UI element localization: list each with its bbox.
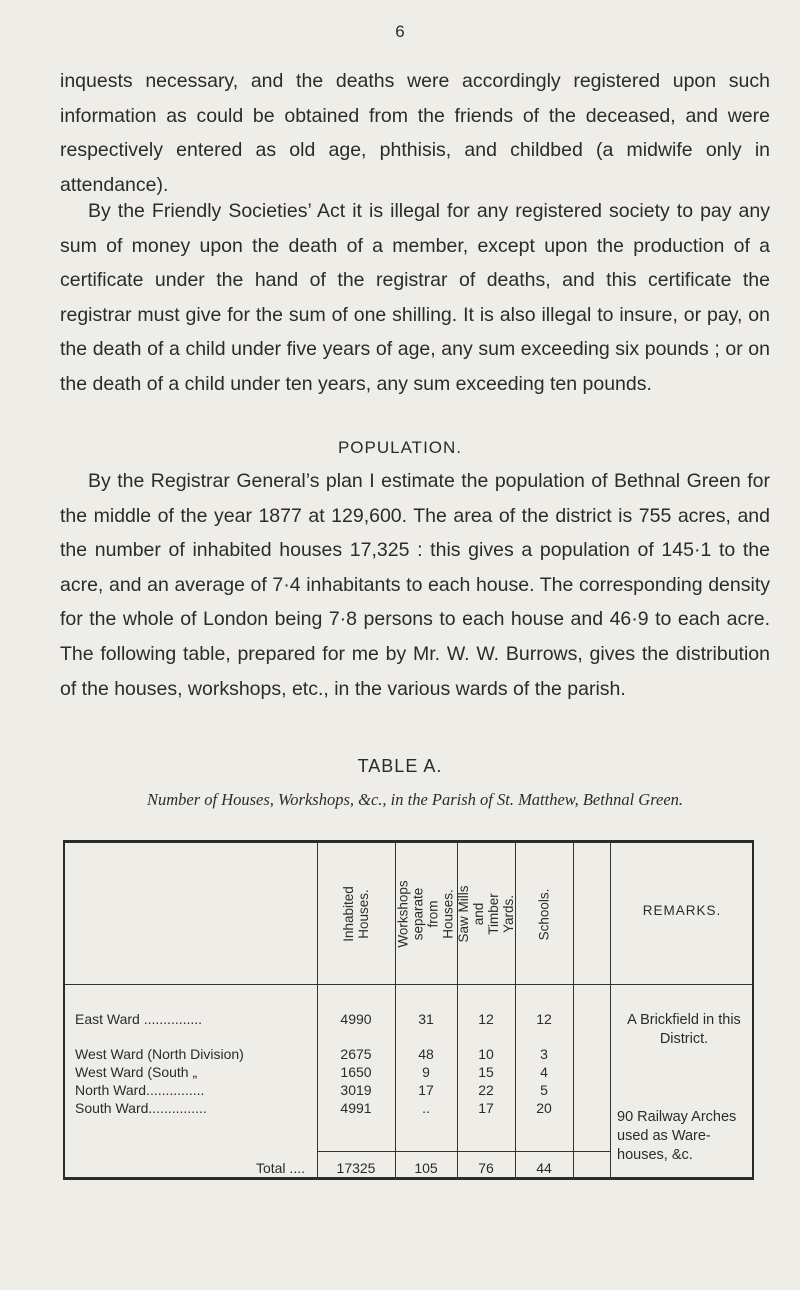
header-remarks: REMARKS. [642, 903, 722, 918]
total-inhabited: 17325 [336, 1160, 376, 1176]
cell-sawmills: 12 [478, 1011, 494, 1027]
cell-sawmills: 17 [478, 1100, 494, 1116]
ward-label: South Ward............... [75, 1100, 207, 1116]
population-heading: POPULATION. [337, 438, 463, 457]
cell-inhabited: 2675 [340, 1046, 372, 1062]
header-sawmills: Saw Mills and Timber Yards. [456, 885, 516, 943]
cell-schools: 4 [540, 1064, 548, 1080]
column-divider [573, 843, 574, 1177]
table-subtitle: Number of Houses, Workshops, &c., in the Parish of St. Matthew, Bethnal Green. [146, 790, 684, 809]
houses-table [63, 840, 754, 1180]
remark-railway-arches: 90 Railway Arches used as Ware-houses, &c. [617, 1109, 737, 1163]
paragraph-friendly-societies: By the Friendly Societies’ Act it is illegal for any registered society to pay any sum of money upon the death of a member, except upon the production of a certificate under the hand of the registrar of deaths, and this certificate the registrar must give for the sum of one shilling. It is also illegal to insure, or pay, on the death of a child under five years of age, any sum exceeding six pounds ; or on the death of a child under ten years, any sum exceeding ten pounds. [60, 200, 770, 395]
remark-brickfield: A Brickfield in this District. [627, 1012, 741, 1047]
total-sawmills: 76 [478, 1160, 494, 1176]
cell-inhabited: 3019 [340, 1082, 372, 1098]
cell-workshops: 17 [418, 1082, 434, 1098]
cell-schools: 3 [540, 1046, 548, 1062]
total-label: Total .... [255, 1160, 305, 1176]
cell-inhabited: 4991 [340, 1100, 372, 1116]
cell-schools: 5 [540, 1082, 548, 1098]
paragraph-inquests: inquests necessary, and the deaths were accordingly registered upon such information as could be obtained from the friends of the deceased, and were respectively entered as old age, phthisis, and childbed (a midwife only in attendance). [60, 70, 770, 196]
page-number: 6 [395, 22, 405, 41]
cell-workshops: 48 [418, 1046, 434, 1062]
cell-schools: 12 [536, 1011, 552, 1027]
ward-label: East Ward ............... [75, 1011, 203, 1027]
total-workshops: 105 [414, 1160, 438, 1176]
cell-inhabited: 4990 [340, 1011, 372, 1027]
paragraph-population: By the Registrar General’s plan I estimate the population of Bethnal Green for the middle of the year 1877 at 129,600. The area of the district is 755 acres, and the number of inhabited houses 17,325 : this gives a population of 145·1 to the acre, and an average of 7·4 inhabitants to each house. The corresponding density for the whole of London being 7·8 persons to each house and 46·9 to each acre. The following table, prepared for me by Mr. W. W. Burrows, gives the distribution of the houses, workshops, etc., in the various wards of the parish. [60, 470, 770, 700]
cell-workshops: 31 [418, 1011, 434, 1027]
total-rule [317, 1151, 610, 1152]
ward-label: West Ward (South „ [75, 1064, 198, 1080]
cell-schools: 20 [536, 1100, 552, 1116]
cell-inhabited: 1650 [340, 1064, 372, 1080]
ward-label: West Ward (North Division) [75, 1046, 244, 1062]
ward-label: North Ward............... [75, 1082, 205, 1098]
cell-sawmills: 10 [478, 1046, 494, 1062]
cell-sawmills: 15 [478, 1064, 494, 1080]
header-rule [65, 984, 752, 985]
cell-workshops: .. [422, 1100, 430, 1116]
header-inhabited: Inhabited Houses. [341, 886, 371, 942]
cell-workshops: 9 [422, 1064, 430, 1080]
header-schools: Schools. [536, 888, 552, 940]
header-workshops: Workshops separate from Houses. [396, 880, 456, 948]
cell-sawmills: 22 [478, 1082, 494, 1098]
column-divider [610, 843, 611, 1177]
total-schools: 44 [536, 1160, 552, 1176]
table-heading: TABLE A. [357, 756, 443, 776]
